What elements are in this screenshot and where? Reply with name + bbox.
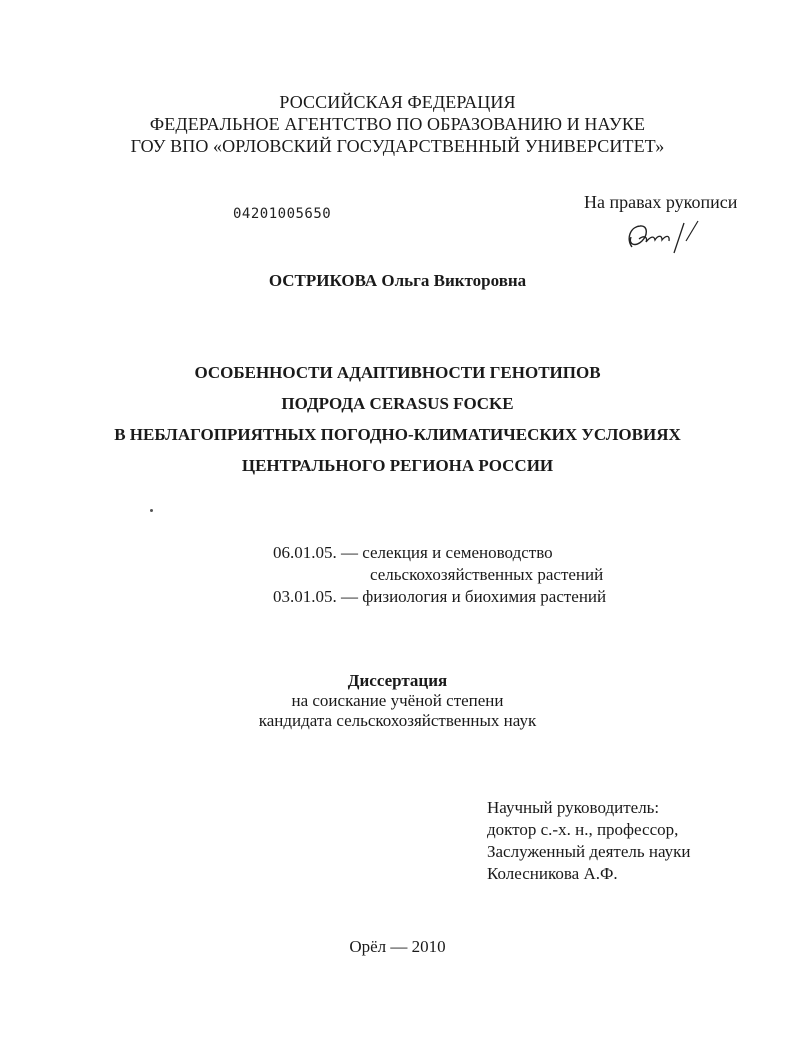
advisor-line: Колесникова А.Ф. [487,864,618,883]
dissertation-block [0,671,795,731]
title-line: ОСОБЕННОСТИ АДАПТИВНОСТИ ГЕНОТИПОВ [194,363,601,382]
manuscript-rights-note: На правах рукописи [584,192,738,212]
specialty-codes [273,542,606,608]
scientific-advisor [487,797,691,885]
header-line: ФЕДЕРАЛЬНОЕ АГЕНТСТВО ПО ОБРАЗОВАНИЮ И НАУКЕ [149,114,646,134]
advisor-line: Научный руководитель: [487,798,660,817]
scan-speck [150,509,153,512]
registration-number: 04201005650 [233,206,332,222]
dissertation-title [0,357,795,481]
signature [622,217,702,259]
header-line: ГОУ ВПО «ОРЛОВСКИЙ ГОСУДАРСТВЕННЫЙ УНИВЕРСИТЕТ» [130,136,665,156]
degree-line: на соискание учёной степени [291,691,504,710]
advisor-line: доктор с.-х. н., профессор, [487,820,679,839]
institution-header [0,91,795,157]
advisor-line: Заслуженный деятель науки [487,842,691,861]
city-year: Орёл — 2010 [349,937,446,956]
title-line: В НЕБЛАГОПРИЯТНЫХ ПОГОДНО-КЛИМАТИЧЕСКИХ УСЛОВИЯХ [114,425,681,444]
degree-line: кандидата сельскохозяйственных наук [258,711,537,730]
title-line: ЦЕНТРАЛЬНОГО РЕГИОНА РОССИИ [241,456,554,475]
specialty-line: сельскохозяйственных растений [370,565,604,584]
specialty-line: 06.01.05. — селекция и семеноводство [273,543,553,562]
header-line: РОССИЙСКАЯ ФЕДЕРАЦИЯ [279,92,516,112]
title-line: ПОДРОДА CERASUS FOCKE [281,394,514,413]
specialty-line: 03.01.05. — физиология и биохимия растений [273,587,607,606]
author-name: ОСТРИКОВА Ольга Викторовна [268,271,527,290]
dissertation-label: Диссертация [347,671,448,690]
